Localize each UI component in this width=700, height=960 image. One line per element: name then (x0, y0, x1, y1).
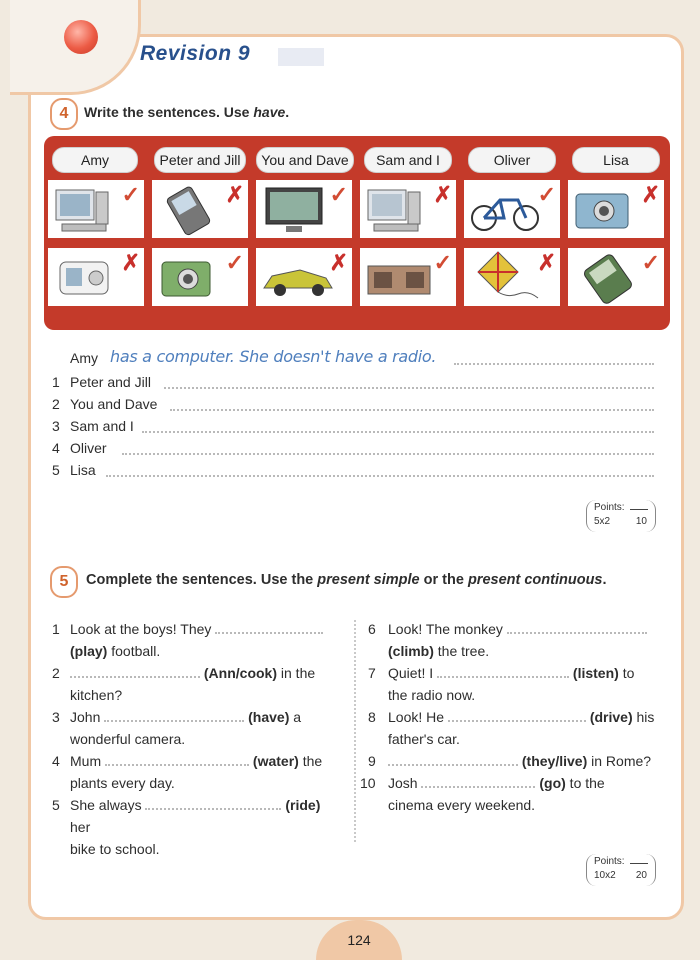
answer-name: Oliver (70, 440, 107, 456)
sentence-text: Quiet! I (listen) to the radio now. (388, 665, 635, 703)
picture-cell (360, 248, 456, 306)
blank-line[interactable] (104, 710, 244, 722)
picture-cell (256, 180, 352, 238)
sentence-number: 1 (52, 621, 60, 637)
example-name: Amy (70, 350, 98, 366)
sentence-text: (Ann/cook) in the kitchen? (70, 665, 316, 703)
points-multiplier: 5x2 (594, 516, 611, 527)
sentence-number: 2 (52, 665, 60, 681)
title-bar-decoration (278, 48, 324, 66)
answer-name: Sam and I (70, 418, 134, 434)
blank-line[interactable] (507, 622, 647, 634)
tick-icon: ✓ (329, 182, 348, 207)
person-name: You and Dave (256, 147, 354, 173)
picture-cell (256, 248, 352, 306)
person-column (460, 136, 564, 330)
cross-icon: ✗ (225, 182, 244, 207)
sentence-text: Look! He (drive) his father's car. (388, 709, 655, 747)
sentence-number: 10 (360, 775, 376, 791)
sentence-number: 4 (52, 753, 60, 769)
tick-icon: ✓ (225, 250, 244, 275)
sentence-text: (they/live) in Rome? (388, 750, 670, 772)
person-name: Peter and Jill (154, 147, 246, 173)
cross-icon: ✗ (433, 182, 452, 207)
answer-number: 1 (52, 374, 60, 390)
column-divider (354, 620, 356, 842)
sentence-text: Look at the boys! They (play) football. (70, 618, 342, 662)
picture-grid (44, 136, 670, 330)
sentence-number: 3 (52, 709, 60, 725)
sentence-number: 9 (368, 753, 376, 769)
cross-icon: ✗ (537, 250, 556, 275)
cross-icon: ✗ (121, 250, 140, 275)
answer-row (44, 396, 654, 418)
answer-dotted-line[interactable] (122, 453, 654, 455)
sentence-text: Josh (go) to the cinema every weekend. (388, 775, 605, 813)
person-name: Sam and I (364, 147, 452, 173)
answer-dotted-line[interactable] (142, 431, 654, 433)
sentence-text: Mum (water) the plants every day. (70, 753, 323, 791)
exercise-number: 5 (50, 566, 78, 598)
picture-cell (464, 180, 560, 238)
picture-cell (360, 180, 456, 238)
points-max: 20 (635, 870, 647, 881)
sentence-number: 8 (368, 709, 376, 725)
example-answer: has a computer. She doesn't have a radio. (110, 347, 437, 366)
blank-line[interactable] (70, 666, 200, 678)
exercise-instruction: Complete the sentences. Use the present simple or the present continuous. (86, 572, 607, 588)
person-name: Oliver (468, 147, 556, 173)
answer-number: 3 (52, 418, 60, 434)
tick-icon: ✓ (537, 182, 556, 207)
answer-number: 4 (52, 440, 60, 456)
picture-cell (152, 248, 248, 306)
sentence-text: She always (ride) her bike to school. (70, 797, 321, 857)
answer-name: Peter and Jill (70, 374, 151, 390)
picture-cell (48, 248, 144, 306)
sentence-number: 6 (368, 621, 376, 637)
exercise-number: 4 (50, 98, 78, 130)
person-column (44, 136, 148, 330)
blank-line[interactable] (437, 666, 569, 678)
page-title: Revision 9 (140, 42, 251, 65)
picture-cell (568, 248, 664, 306)
points-rule (630, 509, 648, 510)
answer-row (44, 418, 654, 440)
answer-dotted-line[interactable] (106, 475, 654, 477)
sentence-text: Look! The monkey (climb) the tree. (388, 618, 670, 662)
answer-dotted-line[interactable] (164, 387, 654, 389)
sentence-number: 7 (368, 665, 376, 681)
answer-name: You and Dave (70, 396, 158, 412)
blank-line[interactable] (105, 754, 249, 766)
points-rule (630, 863, 648, 864)
answer-row (44, 440, 654, 462)
tick-icon: ✓ (433, 250, 452, 275)
exercise-instruction: Write the sentences. Use have. (84, 104, 290, 120)
picture-cell (48, 180, 144, 238)
blank-line[interactable] (388, 754, 518, 766)
tick-icon: ✓ (641, 250, 660, 275)
points-max: 10 (635, 516, 647, 527)
answer-number: 5 (52, 462, 60, 478)
red-ball-icon (64, 20, 98, 54)
person-column (252, 136, 356, 330)
picture-cell (464, 248, 560, 306)
picture-cell (568, 180, 664, 238)
person-column (356, 136, 460, 330)
points-multiplier: 10x2 (594, 870, 616, 881)
example-row (44, 347, 654, 372)
answer-number: 2 (52, 396, 60, 412)
points-label: Points: (594, 856, 625, 867)
answer-dotted-line[interactable] (170, 409, 654, 411)
answer-row (44, 374, 654, 396)
person-column (148, 136, 252, 330)
person-column (564, 136, 670, 330)
person-name: Lisa (572, 147, 660, 173)
points-box (586, 854, 656, 886)
points-label: Points: (594, 502, 625, 513)
cross-icon: ✗ (641, 182, 660, 207)
blank-line[interactable] (421, 776, 535, 788)
answer-row (44, 462, 654, 484)
tick-icon: ✓ (121, 182, 140, 207)
person-name: Amy (52, 147, 138, 173)
page-number: 124 (347, 932, 371, 948)
blank-line[interactable] (448, 710, 586, 722)
answer-dotted-line (454, 363, 654, 365)
cross-icon: ✗ (329, 250, 348, 275)
page-number-tab (316, 920, 402, 960)
picture-cell (152, 180, 248, 238)
blank-line[interactable] (145, 798, 281, 810)
points-box (586, 500, 656, 532)
sentence-text: John (have) a wonderful camera. (70, 709, 302, 747)
blank-line[interactable] (215, 622, 323, 634)
sentence-number: 5 (52, 797, 60, 813)
answer-name: Lisa (70, 462, 96, 478)
